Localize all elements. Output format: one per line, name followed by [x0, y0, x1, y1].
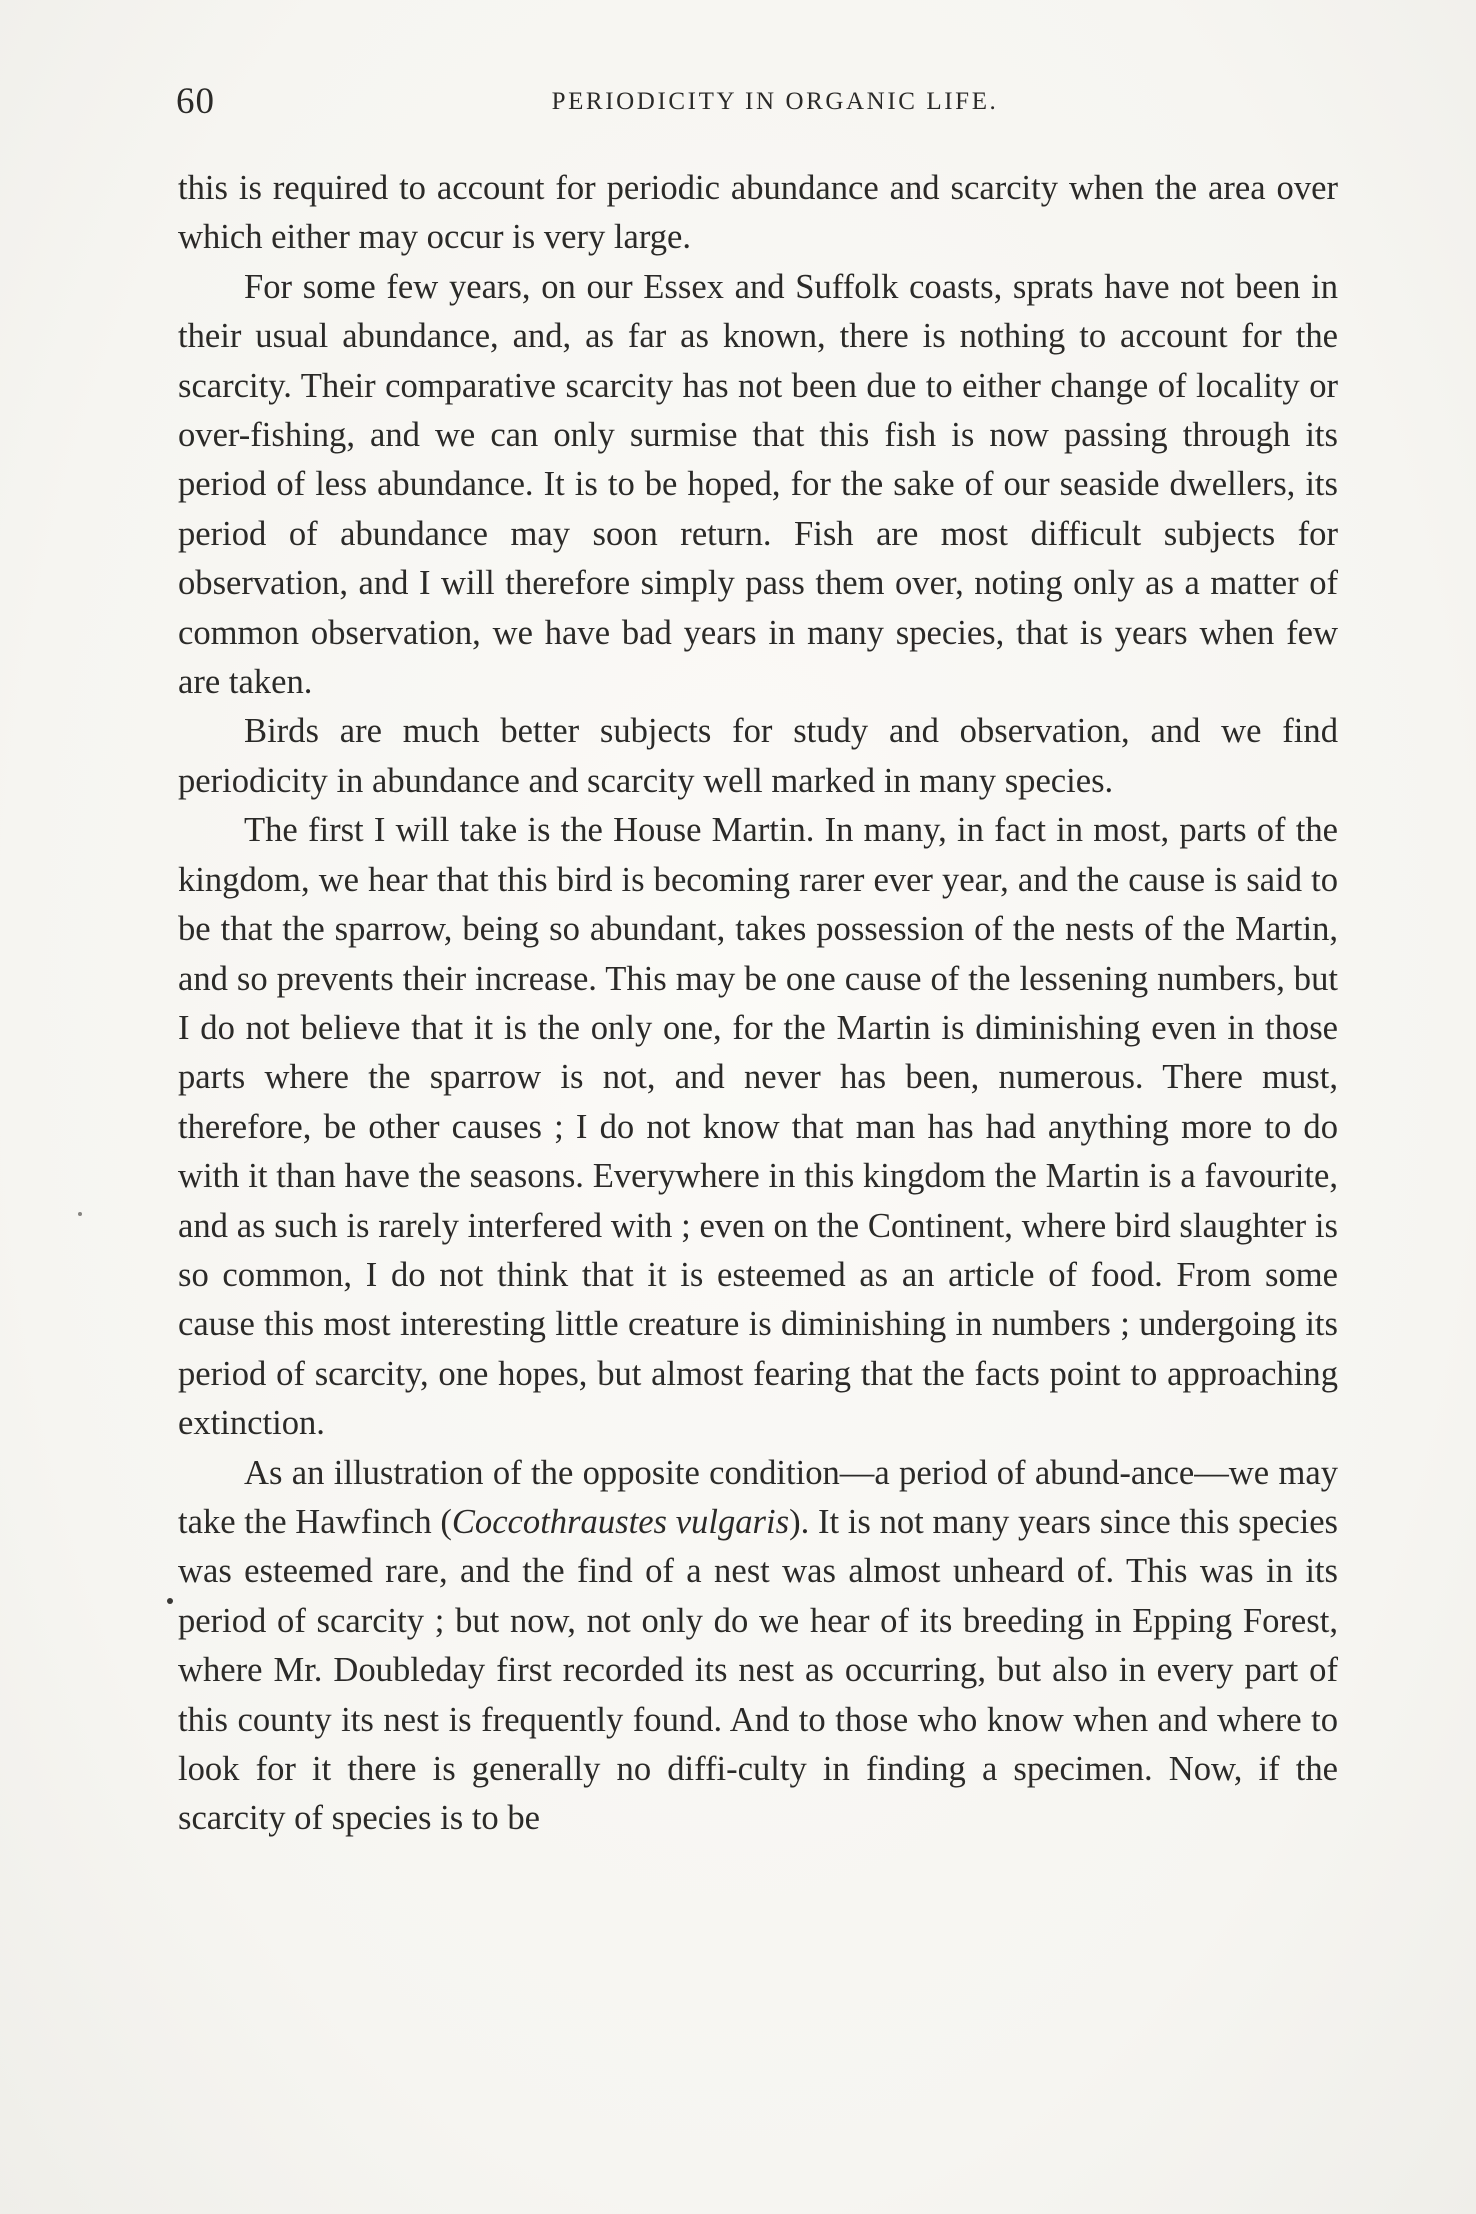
running-head: [176, 80, 1338, 130]
paragraph-3: Birds are much better subjects for study and observation, and we find periodicity in abundance and scarcity well marked in many species.: [178, 712, 1338, 800]
paragraph-5-text-before: As an illustration of the opposite condition—a period of abund-ance—we may take the Hawfinch (: [178, 1453, 1338, 1541]
paragraph-5: [178, 1449, 1338, 1844]
scientific-name: Coccothraustes vulgaris: [451, 1502, 790, 1541]
page-number: 60: [176, 81, 215, 122]
body-text: [178, 164, 1338, 1844]
ink-speck: [78, 1212, 82, 1216]
paragraph-1: this is required to account for periodic abundance and scarcity when the area over which either may occur is very large.: [178, 169, 1338, 257]
paragraph-2: For some few years, on our Essex and Suffolk coasts, sprats have not been in their usual abundance, and, as far as known, there is nothing to account for the scarcity. Their comparative scarcity has not been due to either change of locality or over-fishing, and we can only surmise that this fish is now passing through its period of less abundance. It is to be hoped, for the sake of our seaside dwellers, its period of abundance may soon return. Fish are most difficult subjects for observation, and I will therefore simply pass them over, noting only as a matter of common observation, we have bad years in many species, that is years when few are taken.: [178, 267, 1338, 702]
ink-speck: [167, 1598, 173, 1604]
paragraph-4: The first I will take is the House Martin. In many, in fact in most, parts of the kingdom, we hear that this bird is becoming rarer ever year, and the cause is said to be that the sparrow, being so abundant, takes possession of the nests of the Martin, and so prevents their increase. This may be one cause of the lessening numbers, but I do not believe that it is the only one, for the Martin is diminishing even in those parts where the sparrow is not, and never has been, numerous. There must, therefore, be other causes ; I do not know that man has had anything more to do with it than have the seasons. Everywhere in this kingdom the Martin is a favourite, and as such is rarely interfered with ; even on the Continent, where bird slaughter is so common, I do not think that it is esteemed as an article of food. From some cause this most interesting little creature is diminishing in numbers ; undergoing its period of scarcity, one hopes, but almost fearing that the facts point to approaching extinction.: [178, 811, 1338, 1443]
paragraph-5-text-after: ). It is not many years since this species was esteemed rare, and the find of a nest was almost unheard of. This was in its period of scarcity ; but now, not only do we hear of its breeding in Epping Forest, where Mr. Doubleday first recorded its nest as occurring, but also in every part of this county its nest is frequently found. And to those who know when and where to look for it there is generally no diffi-culty in finding a specimen. Now, if the scarcity of species is to be: [178, 1502, 1338, 1838]
running-title: PERIODICITY IN ORGANIC LIFE.: [551, 88, 999, 115]
